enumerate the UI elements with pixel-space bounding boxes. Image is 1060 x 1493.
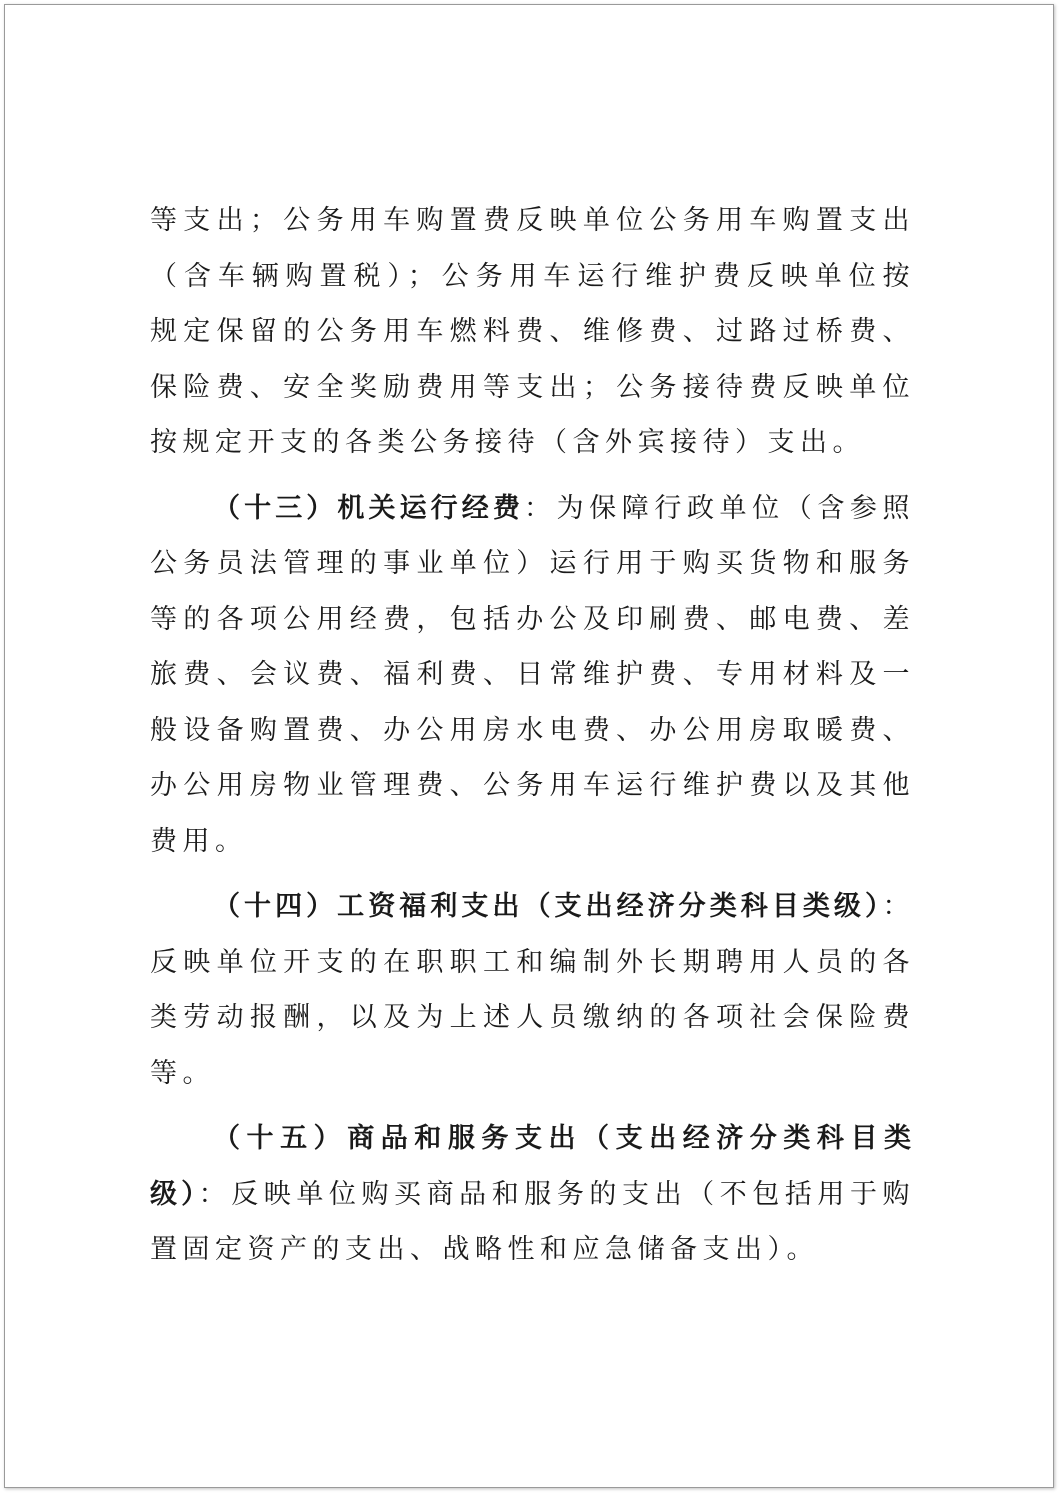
- paragraph-item-15: [150, 1111, 915, 1278]
- item-14-heading: （十四）工资福利支出（支出经济分类科目类级）: [213, 891, 883, 922]
- paragraph-item-13: [150, 481, 915, 870]
- item-13-separator: ：: [523, 492, 557, 524]
- paragraph-continuation: 等支出；公务用车购置费反映单位公务用车购置支出（含车辆购置税）；公务用车运行维护费反映单位按规定保留的公务用车燃料费、维修费、过路过桥费、保险费、安全奖励费用等支出；公务接待费反映单位按规定开支的各类公务接待（含外宾接待）支出。: [150, 205, 915, 458]
- paragraph-gap: [150, 471, 915, 481]
- item-15-body: 反映单位购买商品和服务的支出（不包括用于购置固定资产的支出、战略性和应急储备支出）。: [150, 1178, 916, 1265]
- document-page: [4, 4, 1054, 1488]
- paragraph-gap: [150, 869, 915, 879]
- document-body: [150, 193, 915, 1278]
- item-15-separator: ：: [198, 1178, 232, 1210]
- paragraph-item-14: [150, 879, 915, 1101]
- item-14-body: 反映单位开支的在职职工和编制外长期聘用人员的各类劳动报酬，以及为上述人员缴纳的各项社会保险费等。: [150, 946, 915, 1089]
- paragraph-gap: [150, 1101, 915, 1111]
- item-15-heading: （十五）商品和服务支出（支出经济分类科目类级）: [150, 1123, 915, 1210]
- item-13-heading: （十三）机关运行经费: [213, 492, 524, 524]
- item-14-separator: ：: [882, 891, 915, 922]
- item-13-body: 为保障行政单位（含参照公务员法管理的事业单位）运行用于购买货物和服务等的各项公用经费，包括办公及印刷费、邮电费、差旅费、会议费、福利费、日常维护费、专用材料及一般设备购置费、办公用房水电费、办公用房取暖费、办公用房物业管理费、公务用车运行维护费以及其他费用。: [150, 492, 916, 857]
